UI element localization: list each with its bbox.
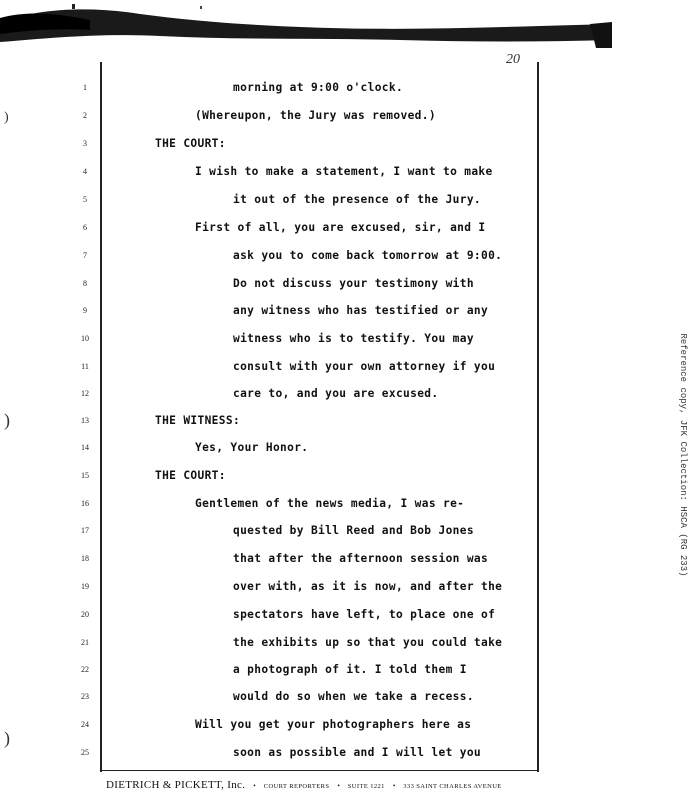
margin-mark: ) [4, 110, 9, 125]
transcript-line: (Whereupon, the Jury was removed.) [195, 109, 436, 122]
footer [106, 775, 502, 793]
line-number: 9 [83, 306, 87, 315]
transcript-line: any witness who has testified or any [233, 304, 489, 317]
line-number: 7 [83, 251, 87, 260]
right-margin-rule [537, 62, 539, 772]
line-number: 15 [81, 471, 89, 480]
line-number: 8 [83, 279, 87, 288]
margin-mark: ) [4, 410, 10, 430]
transcript-line: First of all, you are excused, sir, and I [195, 221, 486, 234]
transcript-line: morning at 9:00 o'clock. [233, 81, 404, 94]
transcript-line: over with, as it is now, and after the [233, 580, 503, 593]
line-number: 21 [81, 638, 89, 647]
line-number: 1 [83, 83, 87, 92]
transcript-line: Yes, Your Honor. [195, 441, 309, 454]
transcript-line: the exhibits up so that you could take [233, 636, 503, 649]
line-number: 19 [81, 582, 89, 591]
transcript-line: I wish to make a statement, I want to make [195, 165, 493, 178]
line-number: 25 [81, 748, 89, 757]
transcript-line: care to, and you are excused. [233, 387, 439, 400]
transcript-line: witness who is to testify. You may [233, 332, 474, 345]
transcript-line: Will you get your photographers here as [195, 718, 472, 731]
line-number: 14 [81, 443, 89, 452]
left-margin-rule [100, 62, 102, 772]
separator-dot: • [337, 782, 340, 790]
line-number: 2 [83, 111, 87, 120]
line-number: 12 [81, 389, 89, 398]
line-number: 6 [83, 223, 87, 232]
transcript-line: it out of the presence of the Jury. [233, 193, 481, 206]
transcript-line: Gentlemen of the news media, I was re- [195, 497, 465, 510]
footer-suite: SUITE 1221 [347, 783, 385, 790]
transcript-line: quested by Bill Reed and Bob Jones [233, 524, 474, 537]
transcript-line: soon as possible and I will let you [233, 746, 481, 759]
margin-mark: ) [4, 728, 10, 748]
transcript-line: that after the afternoon session was [233, 552, 489, 565]
line-number: 20 [81, 610, 89, 619]
speaker-label: THE COURT: [155, 137, 226, 150]
line-number: 17 [81, 526, 89, 535]
line-number: 16 [81, 499, 89, 508]
firm-name: DIETRICH & PICKETT, Inc. [106, 779, 246, 791]
line-number: 11 [81, 362, 89, 371]
separator-dot: • [392, 782, 396, 790]
line-number: 22 [81, 665, 89, 674]
speaker-label: THE COURT: [155, 469, 226, 482]
line-number: 3 [83, 139, 87, 148]
footer-address: 333 SAINT CHARLES AVENUE [403, 783, 502, 790]
transcript-line: a photograph of it. I told them I [233, 663, 467, 676]
line-number: 23 [81, 692, 89, 701]
scan-edge-smudge [0, 0, 612, 48]
footer-reporters: COURT REPORTERS [263, 783, 330, 790]
line-number: 10 [81, 334, 89, 343]
reference-copy-stamp: Reference copy, JFK Collection: HSCA (RG 233) [678, 333, 688, 577]
line-number: 4 [83, 167, 87, 176]
transcript-line: would do so when we take a recess. [233, 690, 474, 703]
speaker-label: THE WITNESS: [155, 414, 241, 427]
bottom-rule [100, 770, 539, 771]
line-number: 13 [81, 416, 89, 425]
line-number: 18 [81, 554, 89, 563]
page-number: 20 [506, 52, 520, 67]
transcript-line: spectators have left, to place one of [233, 608, 496, 621]
separator-dot: • [253, 782, 256, 790]
transcript-line: ask you to come back tomorrow at 9:00. [233, 249, 503, 262]
line-number: 5 [83, 195, 87, 204]
line-number: 24 [81, 720, 89, 729]
transcript-line: Do not discuss your testimony with [233, 277, 474, 290]
transcript-line: consult with your own attorney if you [233, 360, 496, 373]
